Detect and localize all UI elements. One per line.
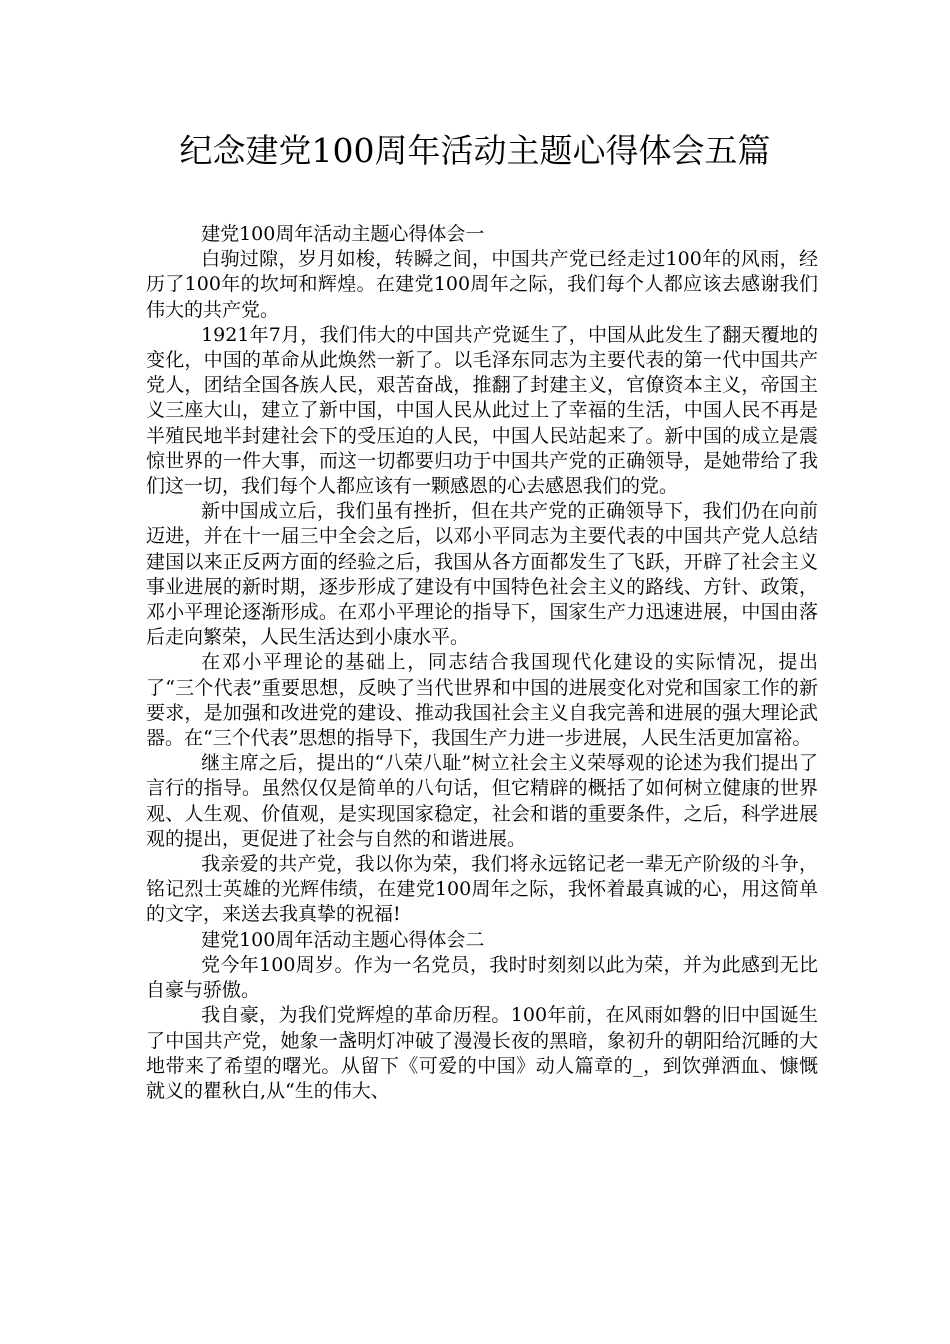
paragraph: 党今年100周岁。作为一名党员，我时时刻刻以此为荣，并为此感到无比自豪与骄傲。 bbox=[146, 953, 818, 1002]
paragraph: 1921年7月，我们伟大的中国共产党诞生了，中国从此发生了翻天覆地的变化，中国的革命从此焕然一新了。以毛泽东同志为主要代表的第一代中国共产党人，团结全国各族人民，艰苦奋战，推翻了封建主义，官僚资本主义，帝国主义三座大山，建立了新中国，中国人民从此过上了幸福的生活，中国人民不再是半殖民地半封建社会下的受压迫的人民，中国人民站起来了。新中国的成立是震惊世界的一件大事，而这一切都要归功于中国共产党的正确领导，是她带给了我们这一切，我们每个人都应该有一颗感恩的心去感恩我们的党。 bbox=[146, 323, 818, 498]
document-title: 纪念建党100周年活动主题心得体会五篇 bbox=[179, 131, 771, 170]
section-heading-1: 建党100周年活动主题心得体会一 bbox=[201, 223, 485, 245]
paragraph: 我自豪，为我们党辉煌的革命历程。100年前，在风雨如磐的旧中国诞生了中国共产党，她象一盏明灯冲破了漫漫长夜的黑暗，象初升的朝阳给沉睡的大地带来了希望的曙光。从留下《可爱的中国》动人篇章的_，到饮弹洒血、慷慨就义的瞿秋白,从“生的伟大、 bbox=[146, 1004, 818, 1102]
paragraph: 在邓小平理论的基础上，同志结合我国现代化建设的实际情况，提出了“三个代表”重要思想，反映了当代世界和中国的进展变化对党和国家工作的新要求，是加强和改进党的建设、推动我国社会主义自我完善和进展的强大理论武器。在“三个代表”思想的指导下，我国生产力进一步进展，人民生活更加富裕。 bbox=[146, 651, 818, 750]
paragraph: 白驹过隙，岁月如梭，转瞬之间，中国共产党已经走过100年的风雨，经历了100年的坎坷和辉煌。在建党100周年之际，我们每个人都应该去感谢我们伟大的共产党。 bbox=[146, 248, 818, 321]
paragraph: 新中国成立后，我们虽有挫折，但在共产党的正确领导下，我们仍在向前迈进，并在十一届三中全会之后，以邓小平同志为主要代表的中国共产党人总结建国以来正反两方面的经验之后，我国从各方面都发生了飞跃，开辟了社会主义事业进展的新时期，逐步形成了建设有中国特色社会主义的路线、方针、政策，邓小平理论逐渐形成。在邓小平理论的指导下，国家生产力迅速进展，中国由落后走向繁荣，人民生活达到小康水平。 bbox=[146, 500, 818, 649]
section-heading-2: 建党100周年活动主题心得体会二 bbox=[201, 928, 485, 951]
document-body bbox=[146, 222, 818, 1104]
paragraph: 继主席之后，提出的“八荣八耻”树立社会主义荣辱观的论述为我们提出了言行的指导。虽然仅仅是简单的八句话，但它精辟的概括了如何树立健康的世界观、人生观、价值观，是实现国家稳定，社会和谐的重要条件，之后，科学进展观的提出，更促进了社会与自然的和谐进展。 bbox=[146, 752, 818, 850]
paragraph: 我亲爱的共产党，我以你为荣，我们将永远铭记老一辈无产阶级的斗争，铭记烈士英雄的光辉伟绩，在建党100周年之际，我怀着最真诚的心，用这简单的文字，来送去我真挚的祝福! bbox=[146, 853, 818, 926]
